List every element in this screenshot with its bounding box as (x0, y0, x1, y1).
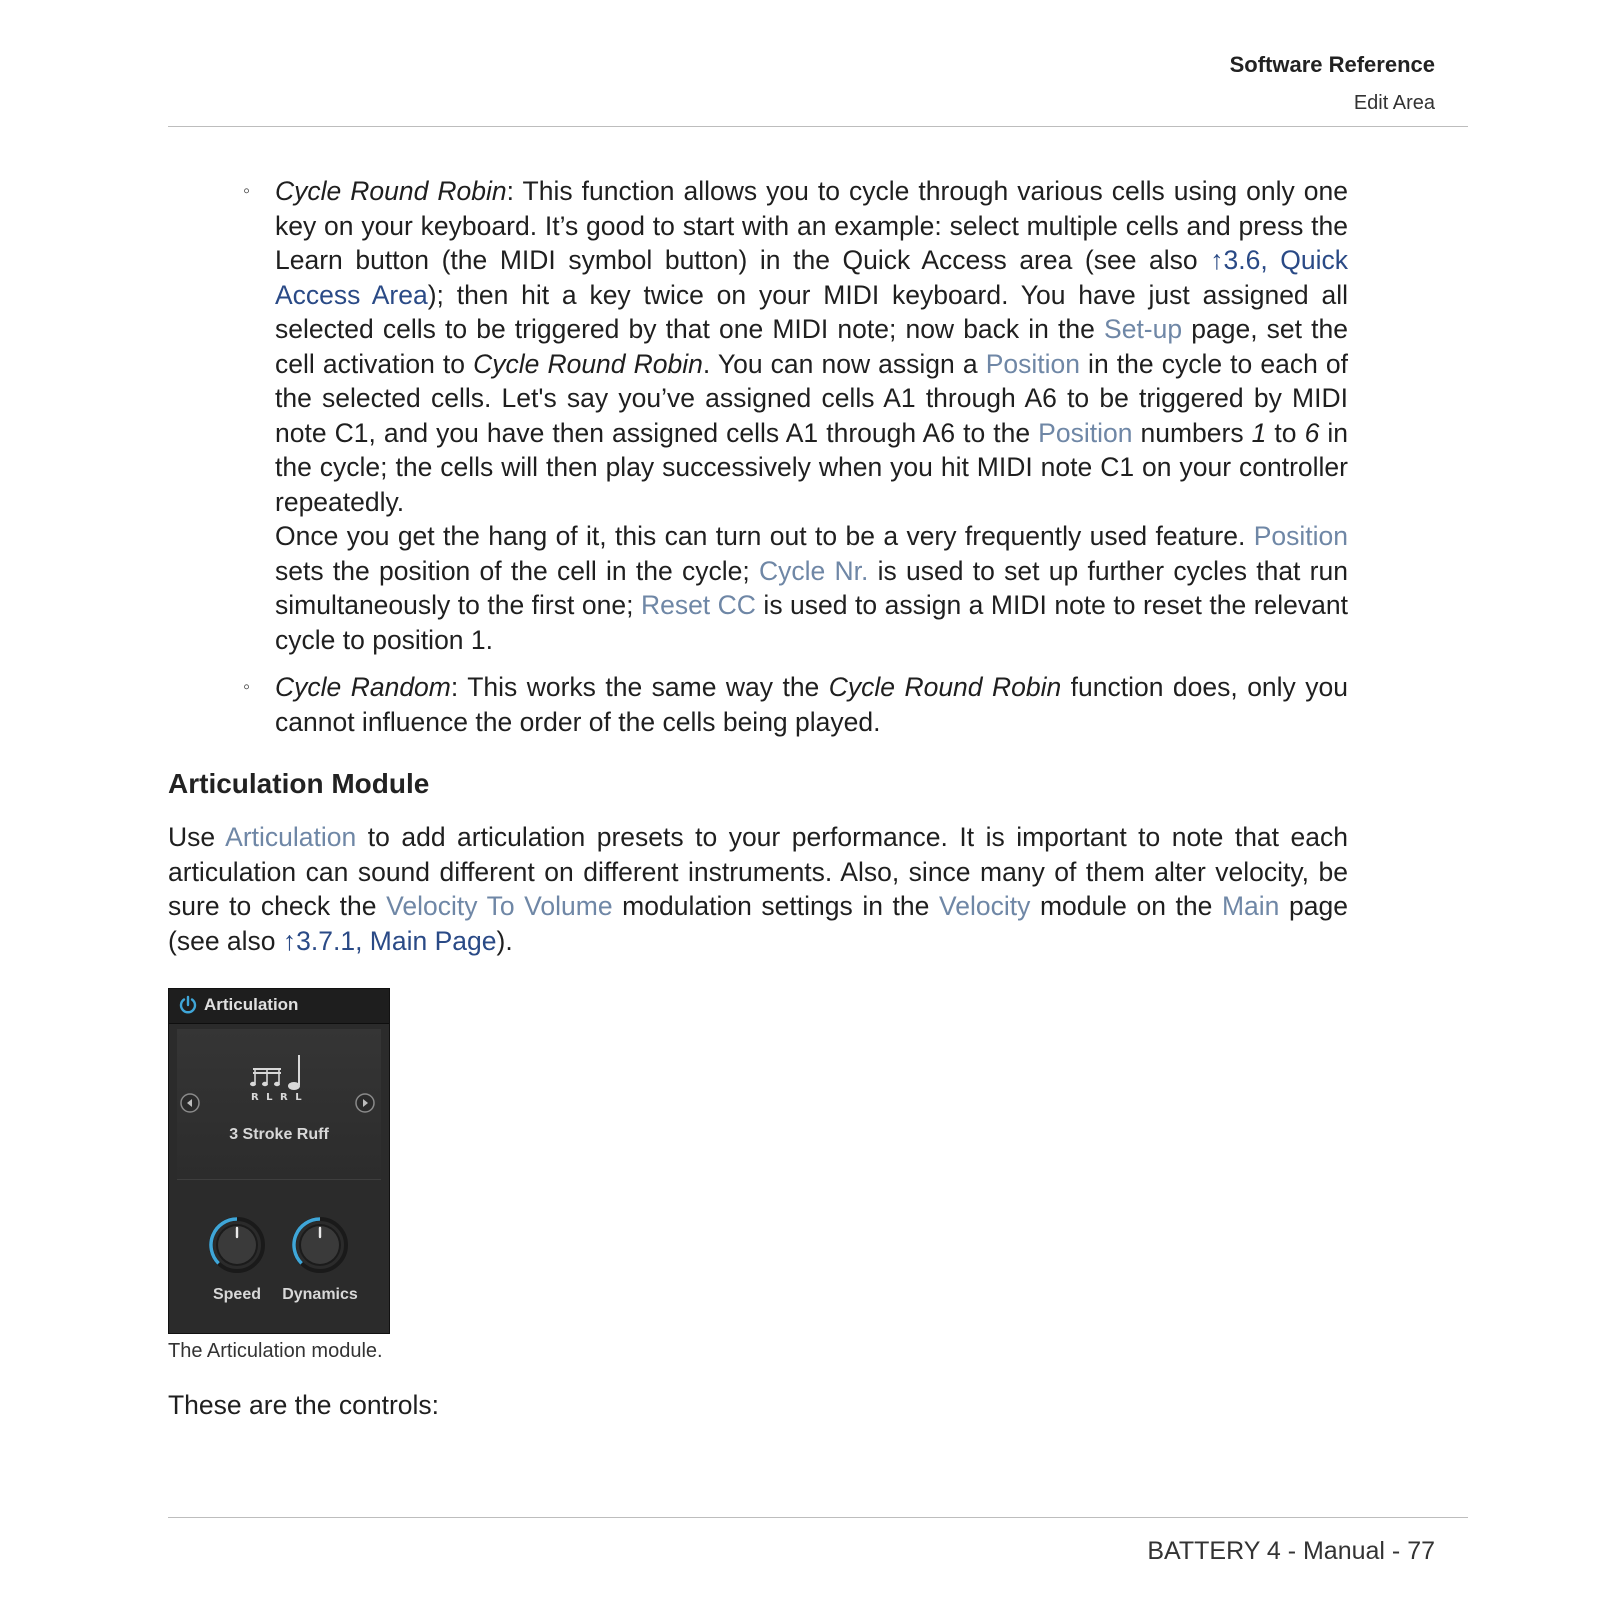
speed-knob[interactable] (209, 1217, 265, 1273)
header-rule (168, 126, 1468, 127)
speed-label: Speed (212, 1286, 261, 1303)
text: to (1266, 417, 1305, 448)
text: . You can now assign a (702, 348, 986, 379)
em-number: 1 (1251, 417, 1267, 448)
text: numbers (1132, 417, 1252, 448)
text: modulation settings in the (612, 891, 940, 921)
bullet-cycle-round-robin (243, 174, 1349, 657)
ui-term-position: Position (1038, 417, 1133, 448)
page-footer: BATTERY 4 - Manual - 77 (1147, 1537, 1435, 1565)
xref-quick-access-area[interactable]: ↑3.6, Quick Access Area (275, 245, 1348, 310)
ui-term-position: Position (1253, 521, 1348, 551)
text: to add articulation presets to your performance. It is important to note that each articulation can sound different on different instruments. Also, since many of them alter velocity, be sure to check the (168, 822, 1348, 921)
text: : This function allows you to cycle through various cells using only one key on your keyboard. It’s good to start with an example: select multiple cells and press the Learn button (the MIDI symbol button) in the Quick Access area (see also (275, 176, 1348, 275)
term-cycle-random: Cycle Random (275, 672, 451, 702)
bullet-cycle-random (243, 670, 1348, 739)
text: ); then hit a key twice on your MIDI keyboard. You have just assigned all selected cells to be triggered by that one MIDI note; now back in the (275, 279, 1348, 344)
preset-name: 3 Stroke Ruff (229, 1126, 329, 1143)
text: : This works the same way the (450, 672, 829, 702)
text: page (see also (168, 891, 1348, 956)
text: in the cycle to each of the selected cells. Let's say you’ve assigned cells A1 through A6 to be triggered by MIDI note C1, and you have then assigned cells A1 through A6 to the (275, 348, 1349, 448)
bullet-marker: ◦ (243, 180, 251, 202)
module-header (169, 989, 389, 1024)
ui-term-velocity-to-volume: Velocity To Volume (386, 891, 613, 921)
footer-rule (168, 1517, 1468, 1518)
text: Once you get the hang of it, this can turn out to be a very frequently used feature. (275, 521, 1254, 551)
ui-term-main: Main (1221, 891, 1280, 921)
bullet-paragraph-2 (275, 519, 1348, 657)
ui-term-cycle-nr: Cycle Nr. (759, 555, 869, 586)
ui-term-position: Position (985, 348, 1080, 379)
text: in the cycle; the cells will then play successively when you hit MIDI note C1 on your controller repeatedly. (275, 417, 1348, 517)
articulation-module-screenshot (168, 988, 390, 1334)
section-paragraph (168, 820, 1348, 958)
text: module on the (1030, 891, 1222, 921)
em-number: 6 (1304, 417, 1320, 448)
text: function does, only you cannot influence the order of the cells being played. (275, 672, 1348, 737)
sticking-label: R L R L (251, 1092, 304, 1103)
text: page, set the cell activation to (275, 314, 1349, 379)
header-title: Software Reference (1229, 52, 1435, 77)
bullet-paragraph (275, 670, 1348, 739)
header-subtitle: Edit Area (1353, 92, 1435, 114)
bullet-marker: ◦ (243, 676, 251, 698)
text: sets the position of the cell in the cycle; (275, 555, 760, 586)
arrow-left-icon[interactable] (179, 1092, 201, 1114)
figure-caption: The Articulation module. (168, 1340, 383, 1362)
text: is used to set up further cycles that run simultaneously to the first one; (275, 555, 1348, 620)
module-title: Articulation (204, 995, 299, 1014)
ui-term-articulation: Articulation (225, 822, 357, 852)
arrow-right-icon[interactable] (354, 1092, 376, 1114)
text: is used to assign a MIDI note to reset the relevant cycle to position 1. (275, 590, 1348, 655)
dynamics-label: Dynamics (282, 1286, 358, 1303)
power-icon[interactable] (177, 994, 199, 1016)
text: Use (168, 822, 226, 852)
section-title: Articulation Module (168, 768, 430, 799)
ui-term-setup: Set-up (1104, 314, 1183, 344)
term-cycle-round-robin: Cycle Round Robin (275, 176, 507, 206)
ui-term-reset-cc: Reset CC (640, 590, 756, 620)
dynamics-knob[interactable] (292, 1217, 348, 1273)
xref-main-page[interactable]: ↑3.7.1, Main Page (282, 925, 497, 956)
em-cycle-round-robin: Cycle Round Robin (828, 672, 1062, 702)
em-cycle-round-robin: Cycle Round Robin (473, 348, 703, 379)
music-note-icon (247, 1049, 317, 1109)
ui-term-velocity: Velocity (939, 891, 1031, 921)
text: ). (496, 925, 513, 956)
controls-intro: These are the controls: (168, 1390, 440, 1420)
bullet-paragraph-1 (275, 174, 1348, 519)
